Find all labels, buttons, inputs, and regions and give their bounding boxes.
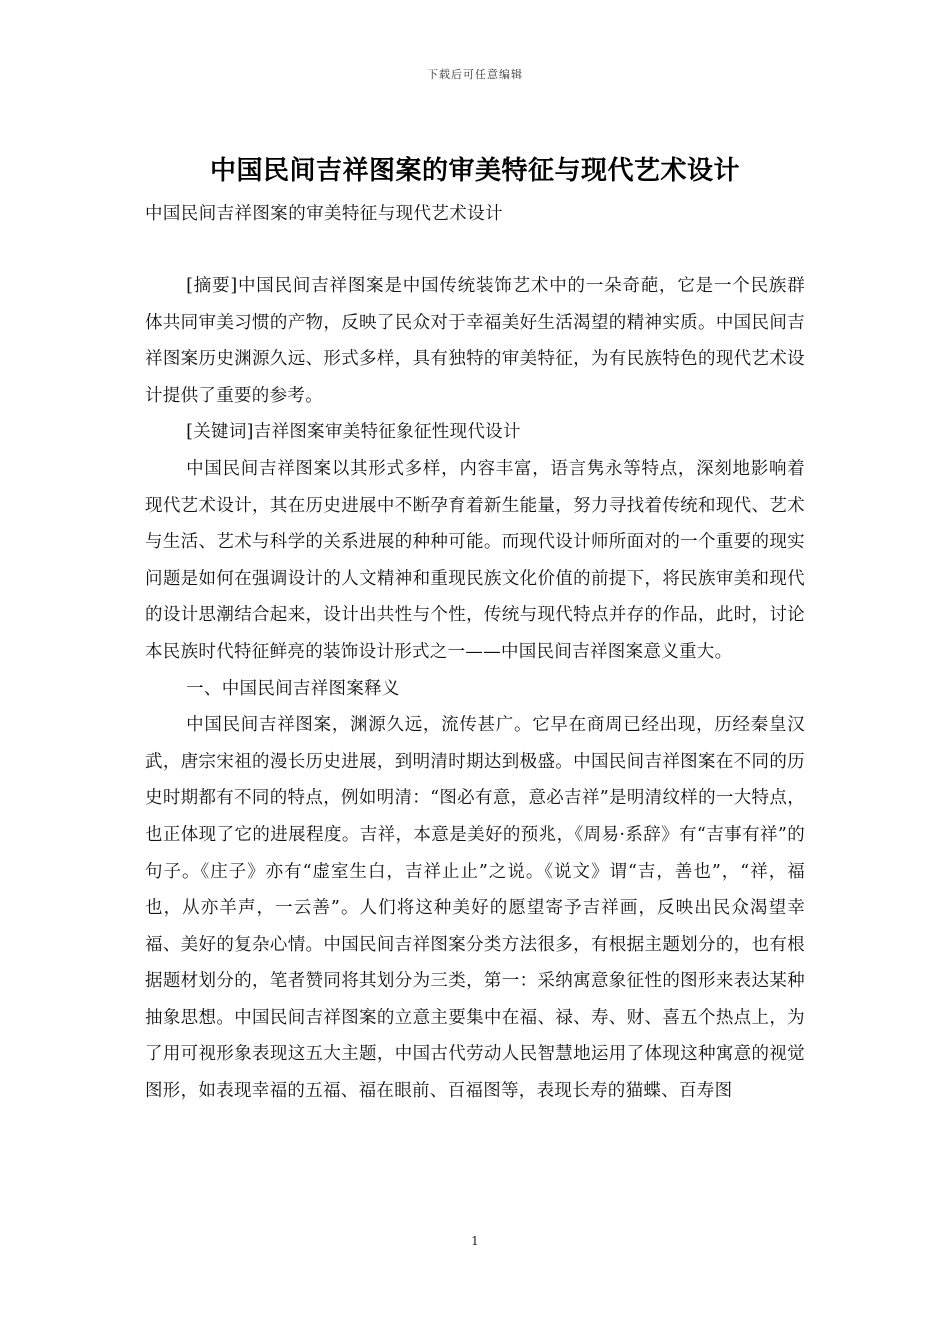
abstract-paragraph: [摘要]中国民间吉祥图案是中国传统装饰艺术中的一朵奇葩，它是一个民族群体共同审美习惯的产物，反映了民众对于幸福美好生活渴望的精神实质。中国民间吉祥图案历史渊源久远、形式多样，具有独特的审美特征，为有民族特色的现代艺术设计提供了重要的参考。 — [145, 276, 805, 406]
page-number: 1 — [471, 1234, 479, 1248]
document-title: 中国民间吉祥图案的审美特征与现代艺术设计 — [209, 156, 740, 186]
section-paragraph: 中国民间吉祥图案，渊源久远，流传甚广。它早在商周已经出现，历经秦皇汉武，唐宗宋祖的漫长历史进展，到明清时期达到极盛。中国民间吉祥图案在不同的历史时期都有不同的特点，例如明清：“图必有意，意必吉祥”是明清纹样的一大特点，也正体现了它的进展程度。吉祥，本意是美好的预兆，《周易·系辞》有“吉事有祥”的句子。《庄子》亦有“虚室生白，吉祥止止”之说。《说文》谓“吉，善也”，“祥，福也，从亦羊声，一云善”。人们将这种美好的愿望寄予吉祥画，反映出民众渴望幸福、美好的复杂心情。中国民间吉祥图案分类方法很多，有根据主题划分的，也有根据题材划分的，笔者赞同将其划分为三类，第一：采纳寓意象征性的图形来表达某种抽象思想。中国民间吉祥图案的立意主要集中在福、禄、寿、财、喜五个热点上，为了用可视形象表现这五大主题，中国古代劳动人民智慧地运用了体现这种寓意的视觉图形，如表现幸福的五福、福在眼前、百福图等，表现长寿的猫蝶、百寿图 — [145, 715, 805, 1102]
keywords-paragraph: [关键词]吉祥图案审美特征象征性现代设计 — [186, 422, 521, 443]
intro-paragraph: 中国民间吉祥图案以其形式多样，内容丰富，语言隽永等特点，深刻地影响着现代艺术设计，其在历史进展中不断孕育着新生能量，努力寻找着传统和现代、艺术与生活、艺术与科学的关系进展的种种可能。而现代设计师所面对的一个重要的现实问题是如何在强调设计的人文精神和重现民族文化价值的前提下，将民族审美和现代的设计思潮结合起来，设计出共性与个性，传统与现代特点并存的作品，此时，讨论本民族时代特征鲜亮的装饰设计形式之一——中国民间吉祥图案意义重大。 — [145, 458, 805, 662]
document-body — [145, 268, 805, 1110]
header-note: 下载后可任意编辑 — [427, 68, 523, 81]
document-subtitle: 中国民间吉祥图案的审美特征与现代艺术设计 — [145, 204, 503, 224]
section-heading: 一、中国民间吉祥图案释义 — [186, 678, 400, 699]
